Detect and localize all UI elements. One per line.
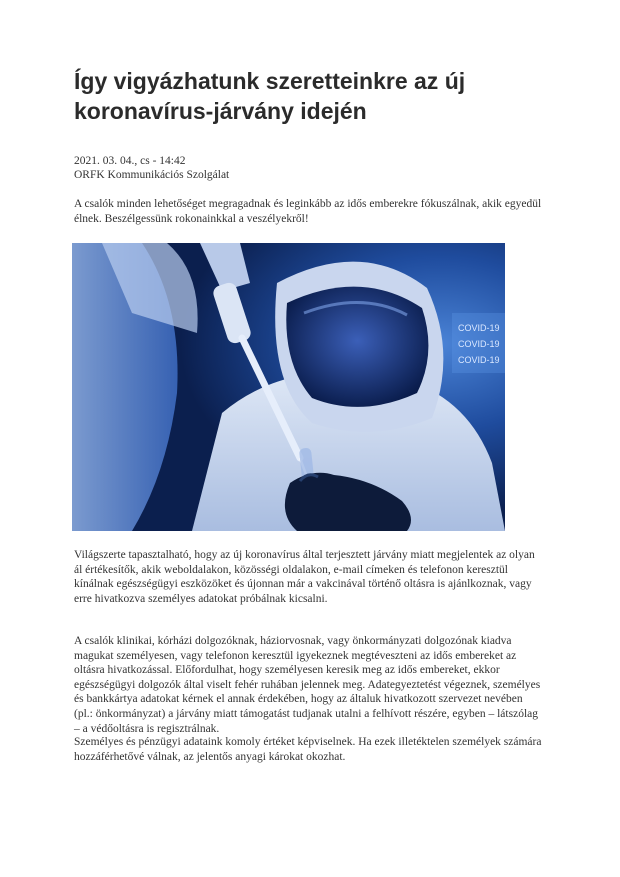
article-photo bbox=[72, 243, 505, 531]
screen-label-2: COVID-19 bbox=[458, 339, 500, 349]
screen-label-3: COVID-19 bbox=[458, 355, 500, 365]
screen-label-1: COVID-19 bbox=[458, 323, 500, 333]
article-paragraph: A csalók klinikai, kórházi dolgozóknak, háziorvosnak, vagy önkormányzati dolgozónak kiadva magukat személyesen, vagy telefonon keresztül igyekeznek megtéveszteni az idős embereket az oltásra hivatkozással. Előfordulhat, hogy személyesen keresik meg az idős embereket, ekkor egészségügyi dolgozók által viselt fehér ruhában jelennek meg. Adategyeztetést végeznek, személyes és bankkártya adatokat kérnek el annak érdekében, hogy az általuk hivatkozott szervezet nevében (pl.: önkormányzat) a járvány miatt támogatást tudjanak utalni a felhívott részére, egyben – látszólag – a védőoltásra is regisztrálnak. bbox=[74, 635, 541, 735]
article-paragraph: Világszerte tapasztalható, hogy az új koronavírus által terjesztett járvány miatt megjelentek az olyan ál értékesítők, akik weboldalakon, közösségi oldalakon, e-mail címeken és telefonon keresztül kínálnak egészségügyi eszközöket és újonnan már a vakcinával történő oltásra is ajánlkoznak, vagy erre hivatkozva személyes adatokat próbálnak kicsalni. bbox=[74, 549, 535, 605]
article-source: ORFK Kommunikációs Szolgálat bbox=[74, 169, 230, 181]
article-title: Így vigyázhatunk szeretteinkre az új koronavírus-járvány idején bbox=[74, 68, 466, 124]
lab-researcher-pipette-photo bbox=[72, 243, 505, 531]
article-lead: A csalók minden lehetőséget megragadnak és leginkább az idős emberekre fókuszálnak, akik egyedül élnek. Beszélgessünk rokonainkkal a veszélyekről! bbox=[74, 198, 542, 225]
article-date: 2021. 03. 04., cs - 14:42 bbox=[74, 155, 186, 167]
article-paragraph: Személyes és pénzügyi adataink komoly értéket képviselnek. Ha ezek illetéktelen személyek számára hozzáférhetővé válnak, az jelentős anyagi károkat okozhat. bbox=[74, 736, 542, 763]
